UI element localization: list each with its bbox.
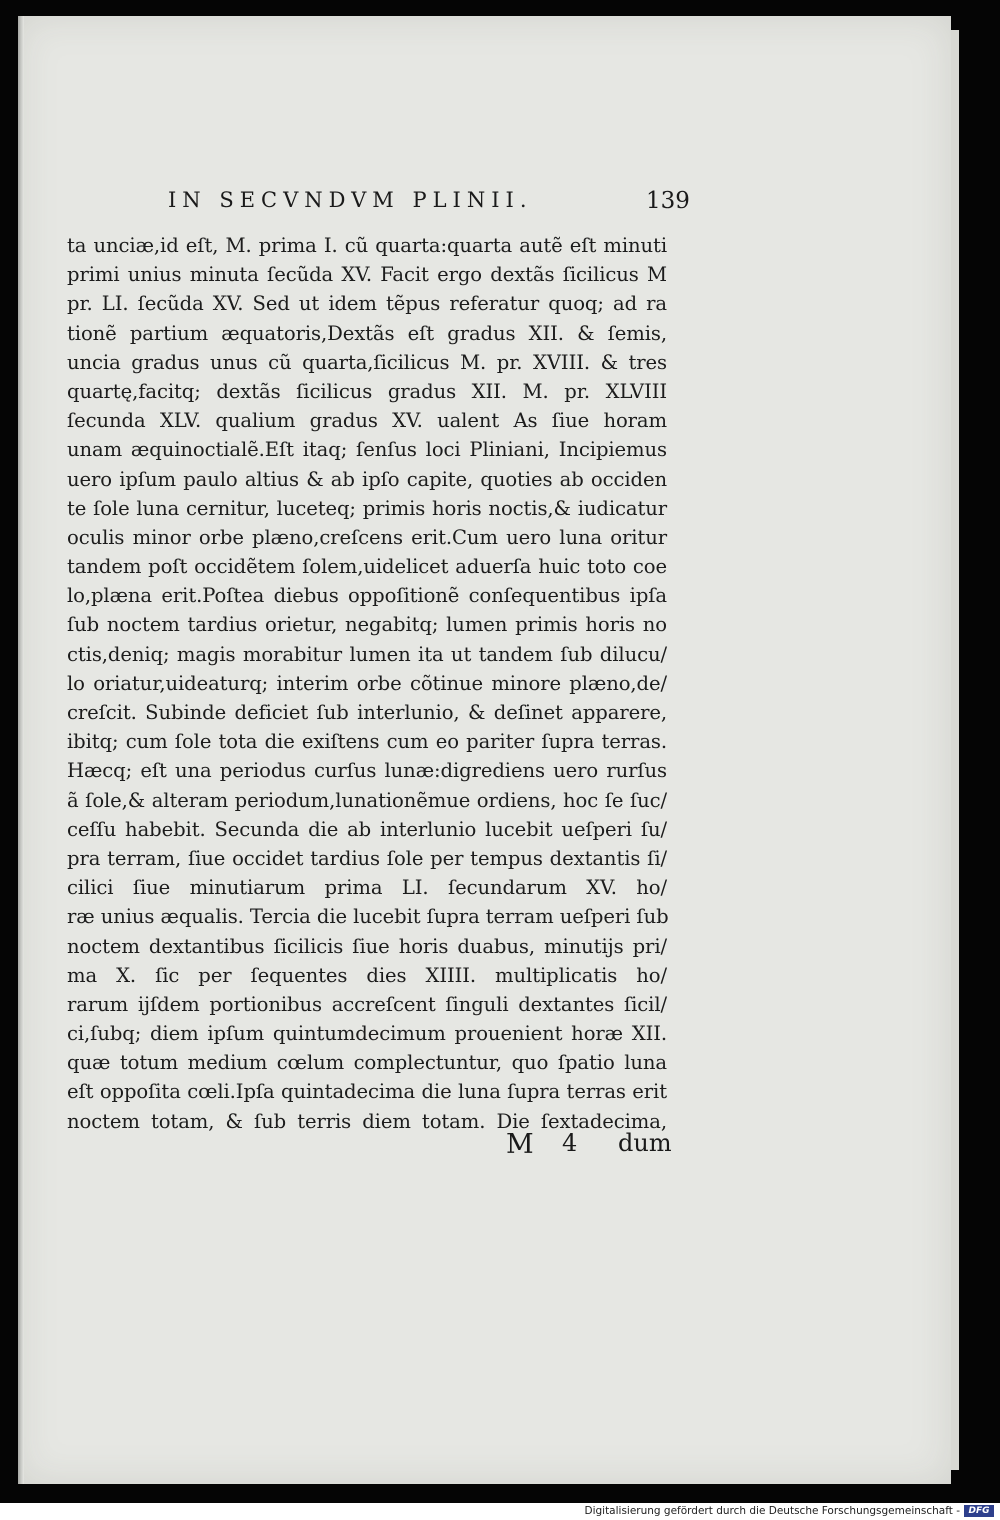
text-line: tionẽ partium æquatoris,Dextãs eſt gradus XII. & ſemis, bbox=[67, 321, 667, 345]
text-line: ceſſu habebit. Secunda die ab interlunio lucebit ueſperi ſu/ bbox=[67, 817, 667, 841]
page-edge bbox=[951, 30, 959, 1470]
text-line: unam æquinoctialẽ.Eſt itaq; ſenſus loci Pliniani, Incipiemus bbox=[67, 438, 667, 462]
text-line: ci,ſubq; diem ipſum quintumdecimum prouenient horæ XII. bbox=[67, 1022, 667, 1046]
text-line: lo,plæna erit.Poſtea diebus oppoſitionẽ conſequentibus ipſa bbox=[67, 584, 667, 608]
text-line: ta unciæ,id eſt, M. prima I. cũ quarta:quarta autẽ eſt minuti bbox=[67, 234, 667, 257]
text-line: noctem totam, & ſub terris diem totam. Die ſextadecima, bbox=[67, 1109, 667, 1133]
book-page bbox=[18, 16, 951, 1484]
text-line: ma X. ſic per ſequentes dies XIIII. multiplicatis ho/ bbox=[67, 963, 667, 987]
text-line: ſub noctem tardius orietur, negabitq; lumen primis horis no bbox=[67, 613, 667, 637]
text-line: creſcit. Subinde deficiet ſub interlunio, & deſinet apparere, bbox=[67, 701, 667, 724]
text-line: lo oriatur,uideaturq; interim orbe cõtinue minore plæno,de/ bbox=[67, 671, 667, 695]
text-line: rarum ijſdem portionibus accreſcent ſinguli dextantes ſicil/ bbox=[67, 992, 667, 1016]
running-head: IN SECVNDVM PLINII. bbox=[168, 188, 533, 212]
text-line: ctis,deniq; magis morabitur lumen ita ut tandem ſub dilucu/ bbox=[67, 642, 667, 666]
dfg-logo: DFG bbox=[964, 1505, 994, 1517]
text-line: ibitq; cum ſole tota die exiſtens cum eo pariter ſupra terras. bbox=[67, 730, 667, 754]
text-line: ſecunda XLV. qualium gradus XV. ualent As ſiue horam bbox=[67, 409, 667, 433]
text-line: uncia gradus unus cũ quarta,ſicilicus M. pr. XVIII. & tres bbox=[67, 350, 667, 374]
text-line: pr. LI. ſecũda XV. Sed ut idem tẽpus referatur quoq; ad ra bbox=[67, 292, 667, 316]
footer-credit: Digitalisierung gefördert durch die Deutsche Forschungsgemeinschaft - bbox=[584, 1505, 960, 1517]
text-line: Hæcq; eſt una periodus curſus lunæ:digrediens uero rurſus bbox=[67, 759, 667, 783]
text-line: noctem dextantibus ſicilicis ſiue horis duabus, minutijs pri/ bbox=[67, 934, 667, 958]
folio-number: 139 bbox=[646, 188, 690, 214]
text-line: uero ipſum paulo altius & ab ipſo capite, quoties ab occiden bbox=[67, 467, 667, 491]
signature-number: 4 bbox=[562, 1129, 578, 1157]
text-line: ræ unius æqualis. Tercia die lucebit ſupra terram ueſperi ſub bbox=[67, 905, 669, 929]
text-line: eſt oppoſita cœli.Ipſa quintadecima die luna ſupra terras erit bbox=[67, 1080, 667, 1104]
text-line: tandem poſt occidẽtem ſolem,uidelicet aduerſa huic toto coe bbox=[67, 555, 667, 579]
text-line: quæ totum medium cœlum complectuntur, quo ſpatio luna bbox=[67, 1051, 667, 1075]
page-gutter-shadow bbox=[18, 16, 24, 1484]
text-line: quartę,facitq; dextãs ſicilicus gradus XII. M. pr. XLVIII bbox=[67, 379, 667, 403]
catchword: dum bbox=[618, 1129, 672, 1157]
text-line: oculis minor orbe plæno,creſcens erit.Cum uero luna oritur bbox=[67, 525, 667, 549]
body-text bbox=[67, 231, 667, 1136]
text-line: te ſole luna cernitur, luceteq; primis horis noctis,& iudicatur bbox=[67, 496, 667, 520]
text-line: ã ſole,& alteram periodum,lunationẽmue ordiens, hoc ſe ſuc/ bbox=[67, 788, 667, 812]
text-line: cilici ſiue minutiarum prima LI. ſecundarum XV. ho/ bbox=[67, 876, 667, 900]
text-line: primi unius minuta ſecũda XV. Facit ergo dextãs ſicilicus M bbox=[67, 263, 667, 287]
text-line: pra terram, ſiue occidet tardius ſole per tempus dextantis ſi/ bbox=[67, 846, 667, 870]
signature-letter: M bbox=[506, 1129, 534, 1160]
